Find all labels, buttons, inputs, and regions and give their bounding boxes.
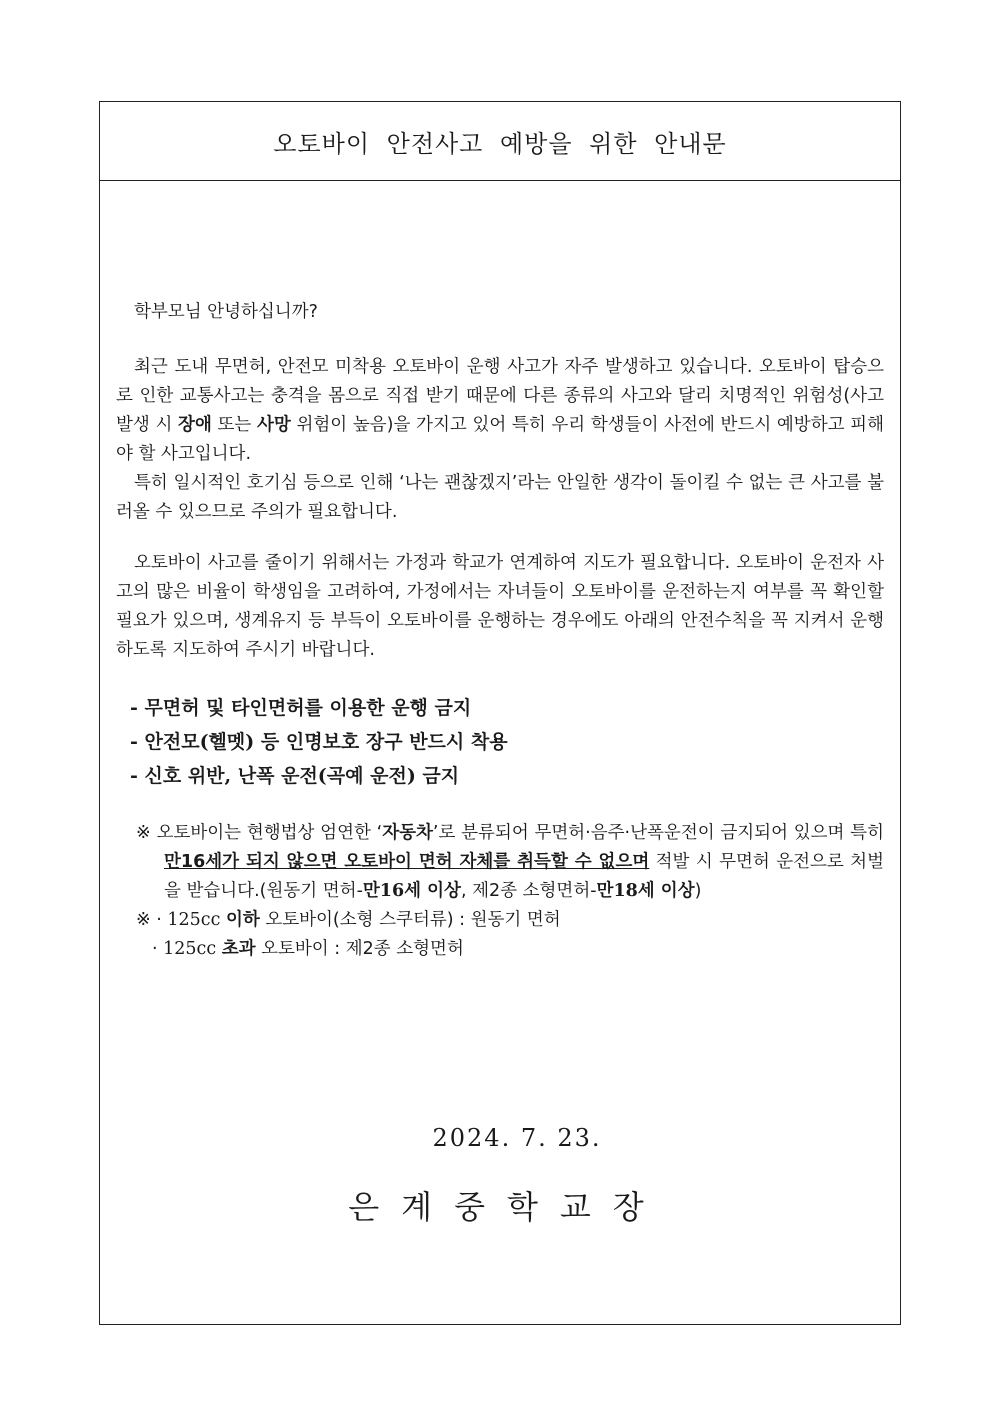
emphasis-vehicle: 자동차 xyxy=(382,823,433,843)
legal-note-text-a: ※ 오토바이는 현행법상 엄연한 ‘ xyxy=(136,823,383,843)
title-box xyxy=(100,102,900,181)
cc-value: 125cc xyxy=(167,910,226,930)
safety-rule: - 안전모(헬멧) 등 인명보호 장구 반드시 착용 xyxy=(130,731,508,753)
license-note-text: 오토바이(소형 스쿠터류) : 원동기 면허 xyxy=(259,910,561,930)
paragraph-danger-text-c: 위험이 높음)을 가지고 있어 특히 우리 학생들이 사전에 반드시 예방하고 피해야 할 사고입니다. xyxy=(116,415,884,464)
notice-title: 오토바이 안전사고 예방을 위한 안내문 xyxy=(273,129,727,158)
signer: 은계중학교장 xyxy=(348,1188,666,1226)
paragraph-danger-text-b: 또는 xyxy=(211,415,257,435)
greeting: 학부모님 안녕하십니까? xyxy=(134,302,318,322)
legal-notes xyxy=(116,819,884,964)
notice-date: 2024. 7. 23. xyxy=(432,1124,602,1152)
emphasis-disability: 장애 xyxy=(178,415,212,435)
paragraph-danger-text-a: 최근 도내 무면허, 안전모 미착용 오토바이 운행 사고가 자주 발생하고 있습니다. 오토바이 탑승으로 인한 교통사고는 충격을 몸으로 직접 받기 때문에 다른 종류의 사고와 달리 치명적인 위험성(사고발생 시 xyxy=(116,357,884,435)
license-note-over xyxy=(116,935,884,964)
license-note-prefix: · xyxy=(152,939,164,959)
notice-body xyxy=(116,298,884,964)
emphasis-age-limit: 만16세가 되지 않으면 오토바이 면허 자체를 취득할 수 없으며 xyxy=(164,852,650,872)
license-note-under xyxy=(116,906,884,935)
emphasis-age-18: 만18세 이상 xyxy=(596,881,695,901)
safety-rule: - 신호 위반, 난폭 운전(곡예 운전) 금지 xyxy=(130,765,460,787)
license-note-prefix: ※ · xyxy=(136,910,168,930)
notice-frame xyxy=(99,101,901,1325)
legal-note-text-c: 적발 시 무면허 운전으로 처벌을 받습니다.(원동기 면허- xyxy=(164,852,884,901)
paragraph-caution: 특히 일시적인 호기심 등으로 인해 ‘나는 괜찮겠지’라는 안일한 생각이 돌이킬 수 없는 큰 사고를 불러올 수 있으므로 주의가 필요합니다. xyxy=(116,473,884,522)
legal-note-text-e: ) xyxy=(694,881,702,901)
legal-note xyxy=(116,819,884,906)
license-note-text: 오토바이 : 제2종 소형면허 xyxy=(255,939,464,959)
emphasis-death: 사망 xyxy=(257,415,291,435)
paragraph-danger xyxy=(116,353,884,469)
paragraph-guidance: 오토바이 사고를 줄이기 위해서는 가정과 학교가 연계하여 지도가 필요합니다. 오토바이 운전자 사고의 많은 비율이 학생임을 고려하여, 가정에서는 자녀들이 오토바이를 운전하는지 여부를 꼭 확인할 필요가 있으며, 생계유지 등 부득이 오토바이를 운행하는 경우에도 아래의 안전수칙을 꼭 지켜서 운행하도록 지도하여 주시기 바랍니다. xyxy=(116,553,884,660)
cc-value: 125cc xyxy=(163,939,222,959)
safety-rule: - 무면허 및 타인면허를 이용한 운행 금지 xyxy=(130,697,472,719)
emphasis-over: 초과 xyxy=(221,939,256,959)
legal-note-text-b: ’로 분류되어 무면허·음주·난폭운전이 금지되어 있으며 특히 xyxy=(432,823,884,843)
safety-rules xyxy=(116,691,884,793)
legal-note-text-d: , 제2종 소형면허- xyxy=(460,881,597,901)
emphasis-age-16: 만16세 이상 xyxy=(362,881,461,901)
emphasis-under: 이하 xyxy=(225,910,260,930)
